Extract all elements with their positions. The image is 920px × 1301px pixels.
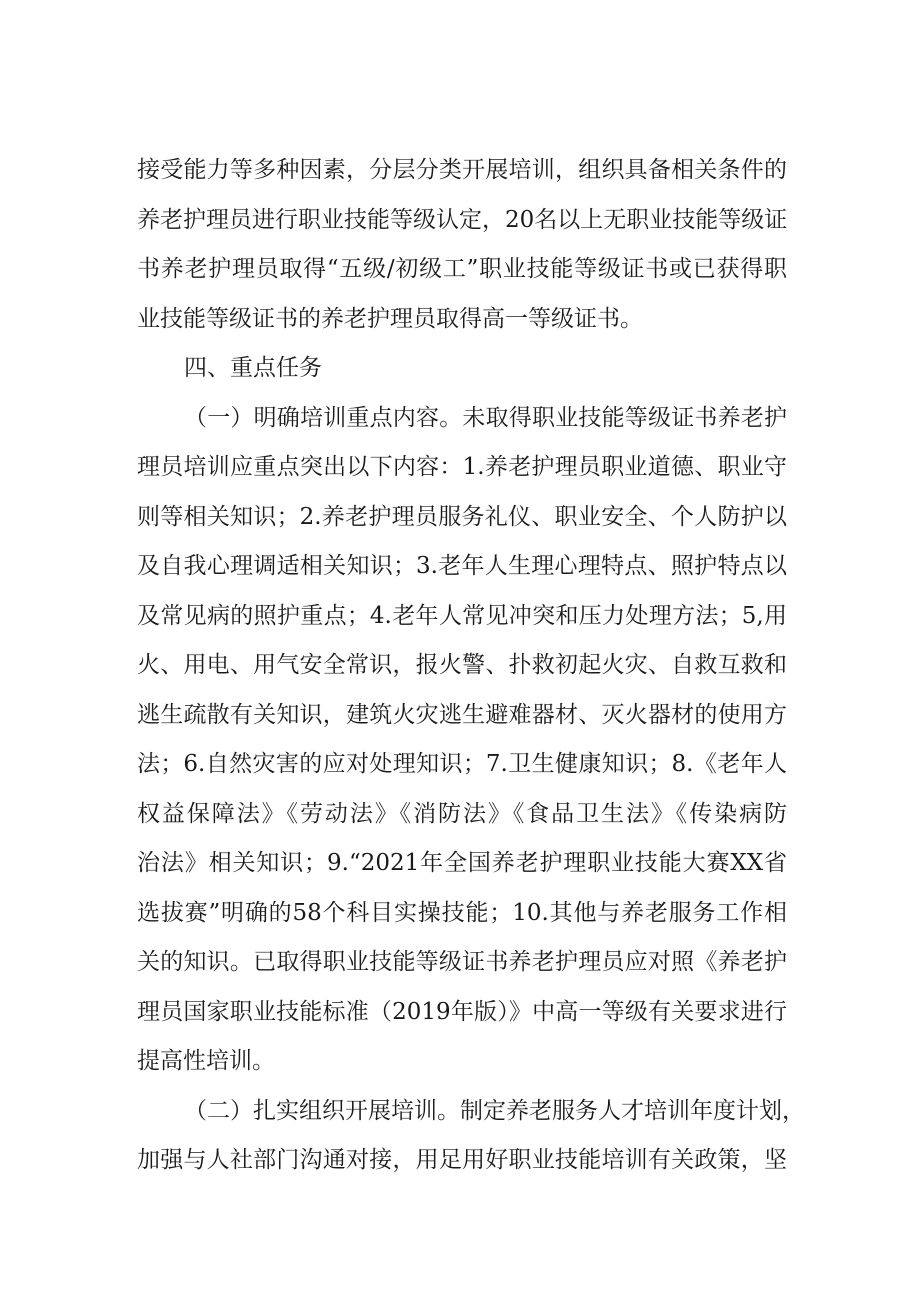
text-line: 理员培训应重点突出以下内容：1.养老护理员职业道德、职业守	[137, 454, 787, 480]
text-line: 治法》相关知识；9.“2021年全国养老护理职业技能大赛XX省	[137, 850, 787, 876]
text-line: 火、用电、用气安全常识，报火警、扑救初起火灾、自救互救和	[137, 652, 787, 678]
text-line: 选拔赛”明确的58个科目实操技能；10.其他与养老服务工作相	[137, 900, 787, 926]
text-line: 权益保障法》《劳动法》《消防法》《食品卫生法》《传染病防	[137, 801, 787, 827]
paragraph-first-line: （二）扎实组织开展培训。制定养老服务人才培训年度计划，	[184, 1098, 805, 1124]
text-line: 养老护理员进行职业技能等级认定，20名以上无职业技能等级证	[137, 207, 788, 233]
text-line: 提高性培训。	[137, 1048, 275, 1074]
text-line: 加强与人社部门沟通对接，用足用好职业技能培训有关政策，坚	[137, 1147, 787, 1173]
text-line: 接受能力等多种因素，分层分类开展培训，组织具备相关条件的	[137, 157, 787, 183]
section-heading: 四、重点任务	[184, 355, 322, 381]
text-line: 及自我心理调适相关知识；3.老年人生理心理特点、照护特点以	[137, 553, 787, 579]
text-line: 关的知识。已取得职业技能等级证书养老护理员应对照《养老护	[137, 949, 787, 975]
text-line: 书养老护理员取得“五级/初级工”职业技能等级证书或已获得职	[137, 256, 787, 282]
text-line: 理员国家职业技能标准（2019年版）》中高一等级有关要求进行	[137, 999, 787, 1025]
text-line: 业技能等级证书的养老护理员取得高一等级证书。	[137, 306, 643, 332]
text-line: 逃生疏散有关知识，建筑火灾逃生避难器材、灭火器材的使用方	[137, 702, 787, 728]
paragraph-first-line: （一）明确培训重点内容。未取得职业技能等级证书养老护	[184, 405, 787, 431]
text-line: 法；6.自然灾害的应对处理知识；7.卫生健康知识；8.《老年人	[137, 751, 787, 777]
text-line: 则等相关知识；2.养老护理员服务礼仪、职业安全、个人防护以	[137, 504, 787, 530]
text-line: 及常见病的照护重点；4.老年人常见冲突和压力处理方法；5,用	[137, 603, 787, 629]
